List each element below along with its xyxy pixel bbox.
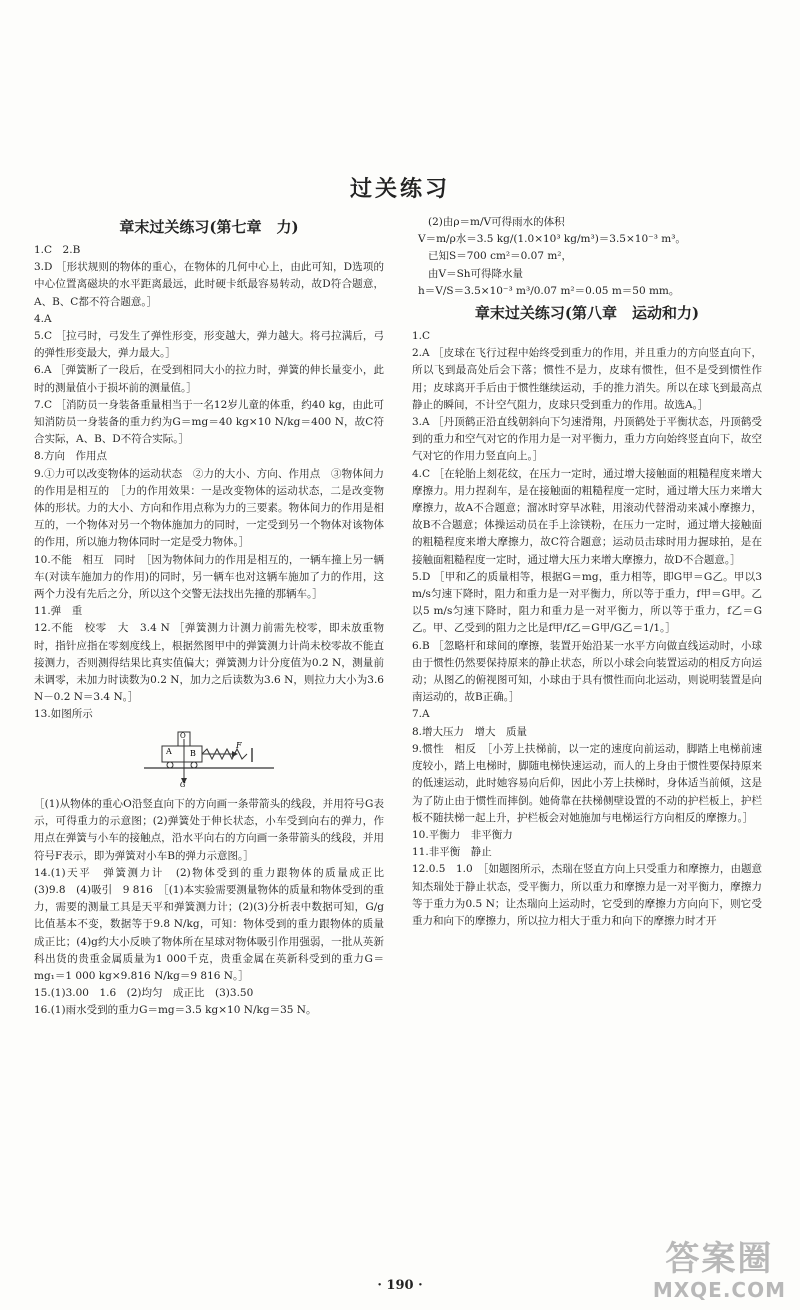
answer-item: 1.C 2.B <box>34 244 81 256</box>
label-a: A <box>166 746 172 756</box>
answer-item: 5.D ［甲和乙的质量相等，根据G＝mg，重力相等，即G甲＝G乙。甲以3 m/s匀速下降时，阻力和重力是一对平衡力，所以等于重力，f甲＝G甲。乙以5 m/s匀速下降时，阻力和重力是一对平衡力，所以等于重力，f乙＝G乙。甲、乙受到的阻力之比是f甲/f乙＝G甲/G乙＝1/1。］ <box>412 570 762 635</box>
answer-item: 5.C ［拉弓时，弓发生了弹性形变，形变越大，弹力越大。将弓拉满后，弓的弹性形变最大，弹力最大。］ <box>34 330 384 360</box>
label-o: O <box>180 731 186 740</box>
page-number: · 190 · <box>377 1278 423 1293</box>
answer-item: 11.非平衡 静止 <box>412 846 492 859</box>
equation-line: h＝V/S＝3.5×10⁻³ m³/0.07 m²＝0.05 m＝50 mm。 <box>418 284 680 297</box>
answer-item: 8.增大压力 增大 质量 <box>412 725 528 738</box>
watermark-text: 答案圈 <box>665 1239 774 1279</box>
answer-item: 7.C ［消防员一身装备重量相当于一名12岁儿童的体重，约40 kg，由此可知消防员一身装备的重力约为G＝mg＝40 kg×10 N/kg＝400 N，故C符合实际，A、B、D不符合实际。］ <box>34 398 384 446</box>
label-g: G <box>180 780 186 788</box>
answer-item: 13.如图所示 <box>34 708 93 721</box>
left-column <box>34 214 395 1020</box>
answer-item: 12.0.5 1.0 ［如题图所示，杰瑞在竖直方向上只受重力和摩擦力，由题意知杰瑞处于静止状态，受平衡力，所以重力和摩擦力是一对平衡力，摩擦力等于重力为0.5 N；让杰瑞向上运动时，它受到的摩擦力方向向下，则它受重力和向下的摩擦力，所以拉力相大于重力和向下的摩擦力时才开 <box>412 863 762 927</box>
answer-item: 6.B ［忽略杆和球间的摩擦，装置开始沿某一水平方向做直线运动时，小球由于惯性仍然要保持原来的静止状态，所以小球会向装置运动的相反方向运动；从图乙的俯视图可知，小球由于具有惯性而向北运动，则说明装置是向南运动的，故B正确。］ <box>412 639 762 704</box>
answer-item: 11.弹 重 <box>34 605 83 618</box>
answer-item: 2.A ［皮球在飞行过程中始终受到重力的作用，并且重力的方向竖直向下，所以飞到最高处后会下落；惯性不是力，皮球有惯性，但不是受到惯性作用；皮球离开手后由于惯性继续运动，手的推力消失。所以在球飞到最高点静止的瞬间，不计空气阻力，皮球只受到重力的作用。故选A。］ <box>412 347 762 411</box>
right-column <box>412 214 762 930</box>
answer-item: ［(1)从物体的重心O沿竖直向下的方向画一条带箭头的线段，并用符号G表示，可得重力的示意图；(2)弹簧处于伸长状态，小车受到向右的弹力，作用点在弹簧与小车的接触点，沿水平向右的方向画一条带箭头的线段，并用符号F表示，即为弹簧对小车B的弹力示意图。］ <box>34 797 384 862</box>
answer-item: 10.平衡力 非平衡力 <box>412 828 513 841</box>
answer-item: 1.C <box>412 330 431 343</box>
answer-item: 16.(1)雨水受到的重力G＝mg＝3.5 kg×10 N/kg＝35 N。 <box>34 1004 317 1017</box>
section-title-chapter-7: 章末过关练习(第七章 力) <box>119 218 299 236</box>
answer-item: 6.A ［弹簧断了一段后，在受到相同大小的拉力时，弹簧的伸长量变小，此时的测量值小于损坏前的测量值。］ <box>34 364 384 394</box>
section-title-chapter-8: 章末过关练习(第八章 运动和力) <box>474 304 700 323</box>
force-diagram <box>144 726 284 788</box>
watermark-domain: MXQE.COM <box>652 1278 786 1302</box>
watermark-logo <box>653 1240 786 1302</box>
answer-item: 9.惯性 相反 ［小芳上扶梯前，以一定的速度向前运动，脚踏上电梯前速度较小，踏上电梯时，脚随电梯快速运动，而人的上身由于惯性要保持原来的低速运动，此时她容易向后仰，因此小芳上扶梯时，身体适当前倾，这是为了防止由于惯性而摔倒。她倚靠在扶梯侧壁设置的不动的护栏板上，护栏板不随扶梯一起上升，护栏板会对她施加与电梯运行方向相反的摩擦力。］ <box>412 742 762 824</box>
answer-item: 14.(1)天平 弹簧测力计 (2)物体受到的重力跟物体的质量成正比 (3)9.8 (4)吸引 9 816 ［(1)本实验需要测量物体的质量和物体受到的重力，需要的测量工具是天平和弹簧测力计；(2)(3)分析表中数据可知，G/g比值基本不变，数据等于9.8 N/kg，可知：物体受到的重力跟物体的质量成正比；(4)g约大小反映了物体所在星球对物体吸引作用强弱，一批从英新科出货的贵重金属质量为1 000千克，贵重金属在英新科受到的重力G＝mg₁＝1 000 kg×9.816 N/kg＝9 816 N。］ <box>34 866 395 982</box>
continuation-line: 已知S＝700 cm²＝0.07 m²， <box>428 250 573 263</box>
answer-item: 3.A ［丹顶鹤正沿直线朝斜向下匀速滑翔，丹顶鹤处于平衡状态，丹顶鹤受到的重力和空气对它的作用力是一对平衡力，重力方向始终竖直向下，故空气对它的作用力竖直向上。］ <box>412 416 762 463</box>
equation-line: V＝m/ρ水＝3.5 kg/(1.0×10³ kg/m³)＝3.5×10⁻³ m³。 <box>418 233 686 246</box>
label-b: B <box>190 748 196 758</box>
answer-item: 7.A <box>412 708 430 721</box>
answer-item: 4.C ［在轮胎上刻花纹，在压力一定时，通过增大接触面的粗糙程度来增大摩擦力。用力捏刹车，是在接触面的粗糙程度一定时，通过增大压力来增大摩擦力，故A不合题意；溜冰时穿旱冰鞋，用滚动代替滑动来减小摩擦力，故B不合题意；体操运动员在手上涂镁粉，在压力一定时，通过增大接触面的粗糙程度来增大摩擦力，故C符合题意；运动员击球时用力握球拍，是在接触面粗糙程度一定时，通过增大压力来增大摩擦力，故D不合题意。］ <box>412 467 762 566</box>
answer-item: 8.方向 作用点 <box>34 450 108 463</box>
page-title: 过关练习 <box>349 176 450 202</box>
answer-item: 9.①力可以改变物体的运动状态 ②力的大小、方向、作用点 ③物体间力的作用是相互的 ［力的作用效果：一是改变物体的运动状态，二是改变物体的形状。力的大小、方向和作用点称为力的三要素。物体间力的作用是相互的，一个物体对另一个物体施加力的同时，一定受到另一个物体对该物体的作用，所以施力物体同时一定是受力物体。］ <box>34 467 384 549</box>
label-f: F <box>236 740 242 750</box>
answer-item: 4.A <box>34 312 52 325</box>
answer-item: 10.不能 相互 同时 ［因为物体间力的作用是相互的，一辆车撞上另一辆车(对读车施加力的作用)的同时，另一辆车也对这辆车施加了力的作用，这两个力没有先后之分，所以这个交警无法找出先撞的那辆车。］ <box>34 553 384 601</box>
answer-item: 12.不能 校零 大 3.4 N ［弹簧测力计测力前需先校零，即未放重物时，指针应指在零刻度线上，根据然图甲中的弹簧测力计尚未校零故不能直接测力，否则测得结果比真实值偏大；弹簧测力计分度值为0.2 N，测量前未调零，未加力时读数为0.2 N，加力之后读数为3.6 N，则拉力大小为3.6 N－0.2 N＝3.4 N。］ <box>34 622 384 704</box>
continuation-line: (2)由ρ＝m/V可得雨水的体积 <box>428 216 565 228</box>
continuation-line: 由V＝Sh可得降水量 <box>428 267 524 280</box>
answer-item: 15.(1)3.00 1.6 (2)均匀 成正比 (3)3.50 <box>34 987 254 1000</box>
answer-item: 3.D ［形状规则的物体的重心，在物体的几何中心上，由此可知，D选项的中心位置离磁块的水平距离最远，此时硬卡纸最容易转动，故D符合题意，A、B、C都不符合题意。］ <box>34 261 384 308</box>
